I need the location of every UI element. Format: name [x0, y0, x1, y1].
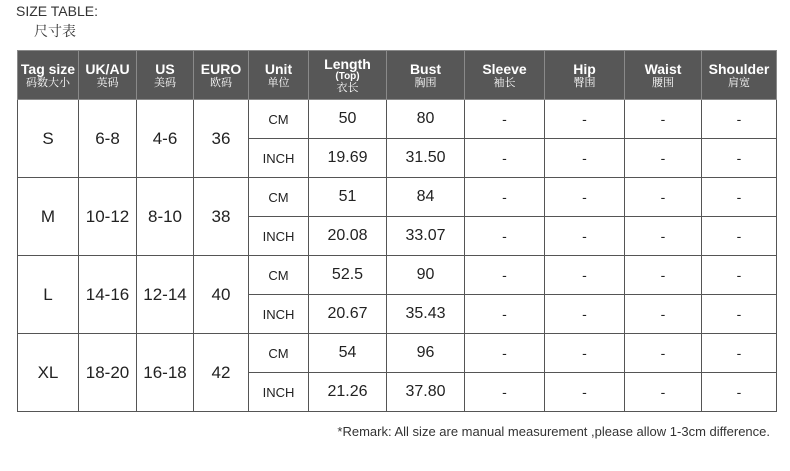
hip-cell: - [545, 373, 625, 412]
header-length: Length (Top) 衣长 [309, 51, 387, 100]
unit-cell: CM [249, 334, 309, 373]
table-row [18, 256, 777, 295]
size-table [17, 50, 777, 412]
waist-cell: - [625, 217, 702, 256]
shoulder-cell: - [702, 217, 777, 256]
waist-cell: - [625, 139, 702, 178]
hip-cell: - [545, 217, 625, 256]
header-tag-size: Tag size 码数大小 [18, 51, 79, 100]
table-header-row [18, 51, 777, 100]
sleeve-cell: - [465, 256, 545, 295]
sleeve-cell: - [465, 295, 545, 334]
table-row [18, 100, 777, 139]
tag-size-cell: M [18, 178, 79, 256]
shoulder-cell: - [702, 373, 777, 412]
uk-au-cell: 6-8 [79, 100, 137, 178]
waist-cell: - [625, 295, 702, 334]
bust-cell: 96 [387, 334, 465, 373]
length-cell: 21.26 [309, 373, 387, 412]
us-cell: 4-6 [137, 100, 194, 178]
unit-cell: INCH [249, 295, 309, 334]
remark-note: *Remark: All size are manual measurement ,please allow 1-3cm difference. [337, 424, 770, 439]
us-cell: 8-10 [137, 178, 194, 256]
sleeve-cell: - [465, 178, 545, 217]
size-table-title-chinese: 尺寸表 [34, 24, 76, 40]
euro-cell: 38 [194, 178, 249, 256]
bust-cell: 31.50 [387, 139, 465, 178]
hip-cell: - [545, 100, 625, 139]
length-cell: 54 [309, 334, 387, 373]
bust-cell: 37.80 [387, 373, 465, 412]
unit-cell: INCH [249, 373, 309, 412]
shoulder-cell: - [702, 334, 777, 373]
length-cell: 52.5 [309, 256, 387, 295]
length-cell: 51 [309, 178, 387, 217]
waist-cell: - [625, 178, 702, 217]
unit-cell: CM [249, 100, 309, 139]
unit-cell: INCH [249, 217, 309, 256]
sleeve-cell: - [465, 100, 545, 139]
bust-cell: 33.07 [387, 217, 465, 256]
hip-cell: - [545, 334, 625, 373]
length-cell: 50 [309, 100, 387, 139]
length-cell: 19.69 [309, 139, 387, 178]
sleeve-cell: - [465, 373, 545, 412]
euro-cell: 40 [194, 256, 249, 334]
tag-size-cell: S [18, 100, 79, 178]
header-waist: Waist 腰围 [625, 51, 702, 100]
hip-cell: - [545, 256, 625, 295]
sleeve-cell: - [465, 217, 545, 256]
hip-cell: - [545, 178, 625, 217]
shoulder-cell: - [702, 178, 777, 217]
waist-cell: - [625, 334, 702, 373]
header-us: US 美码 [137, 51, 194, 100]
shoulder-cell: - [702, 295, 777, 334]
tag-size-cell: L [18, 256, 79, 334]
us-cell: 12-14 [137, 256, 194, 334]
waist-cell: - [625, 373, 702, 412]
us-cell: 16-18 [137, 334, 194, 412]
shoulder-cell: - [702, 100, 777, 139]
unit-cell: INCH [249, 139, 309, 178]
uk-au-cell: 18-20 [79, 334, 137, 412]
waist-cell: - [625, 100, 702, 139]
header-uk-au: UK/AU 英码 [79, 51, 137, 100]
table-row [18, 178, 777, 217]
uk-au-cell: 10-12 [79, 178, 137, 256]
shoulder-cell: - [702, 256, 777, 295]
bust-cell: 80 [387, 100, 465, 139]
header-hip: Hip 臀围 [545, 51, 625, 100]
header-shoulder: Shoulder 肩宽 [702, 51, 777, 100]
euro-cell: 42 [194, 334, 249, 412]
size-table-title: SIZE TABLE: [16, 3, 98, 19]
waist-cell: - [625, 256, 702, 295]
bust-cell: 84 [387, 178, 465, 217]
sleeve-cell: - [465, 334, 545, 373]
bust-cell: 90 [387, 256, 465, 295]
sleeve-cell: - [465, 139, 545, 178]
header-unit: Unit 单位 [249, 51, 309, 100]
unit-cell: CM [249, 256, 309, 295]
length-cell: 20.08 [309, 217, 387, 256]
hip-cell: - [545, 139, 625, 178]
header-euro: EURO 欧码 [194, 51, 249, 100]
uk-au-cell: 14-16 [79, 256, 137, 334]
header-sleeve: Sleeve 袖长 [465, 51, 545, 100]
shoulder-cell: - [702, 139, 777, 178]
hip-cell: - [545, 295, 625, 334]
length-cell: 20.67 [309, 295, 387, 334]
unit-cell: CM [249, 178, 309, 217]
header-bust: Bust 胸围 [387, 51, 465, 100]
euro-cell: 36 [194, 100, 249, 178]
table-row [18, 334, 777, 373]
bust-cell: 35.43 [387, 295, 465, 334]
tag-size-cell: XL [18, 334, 79, 412]
